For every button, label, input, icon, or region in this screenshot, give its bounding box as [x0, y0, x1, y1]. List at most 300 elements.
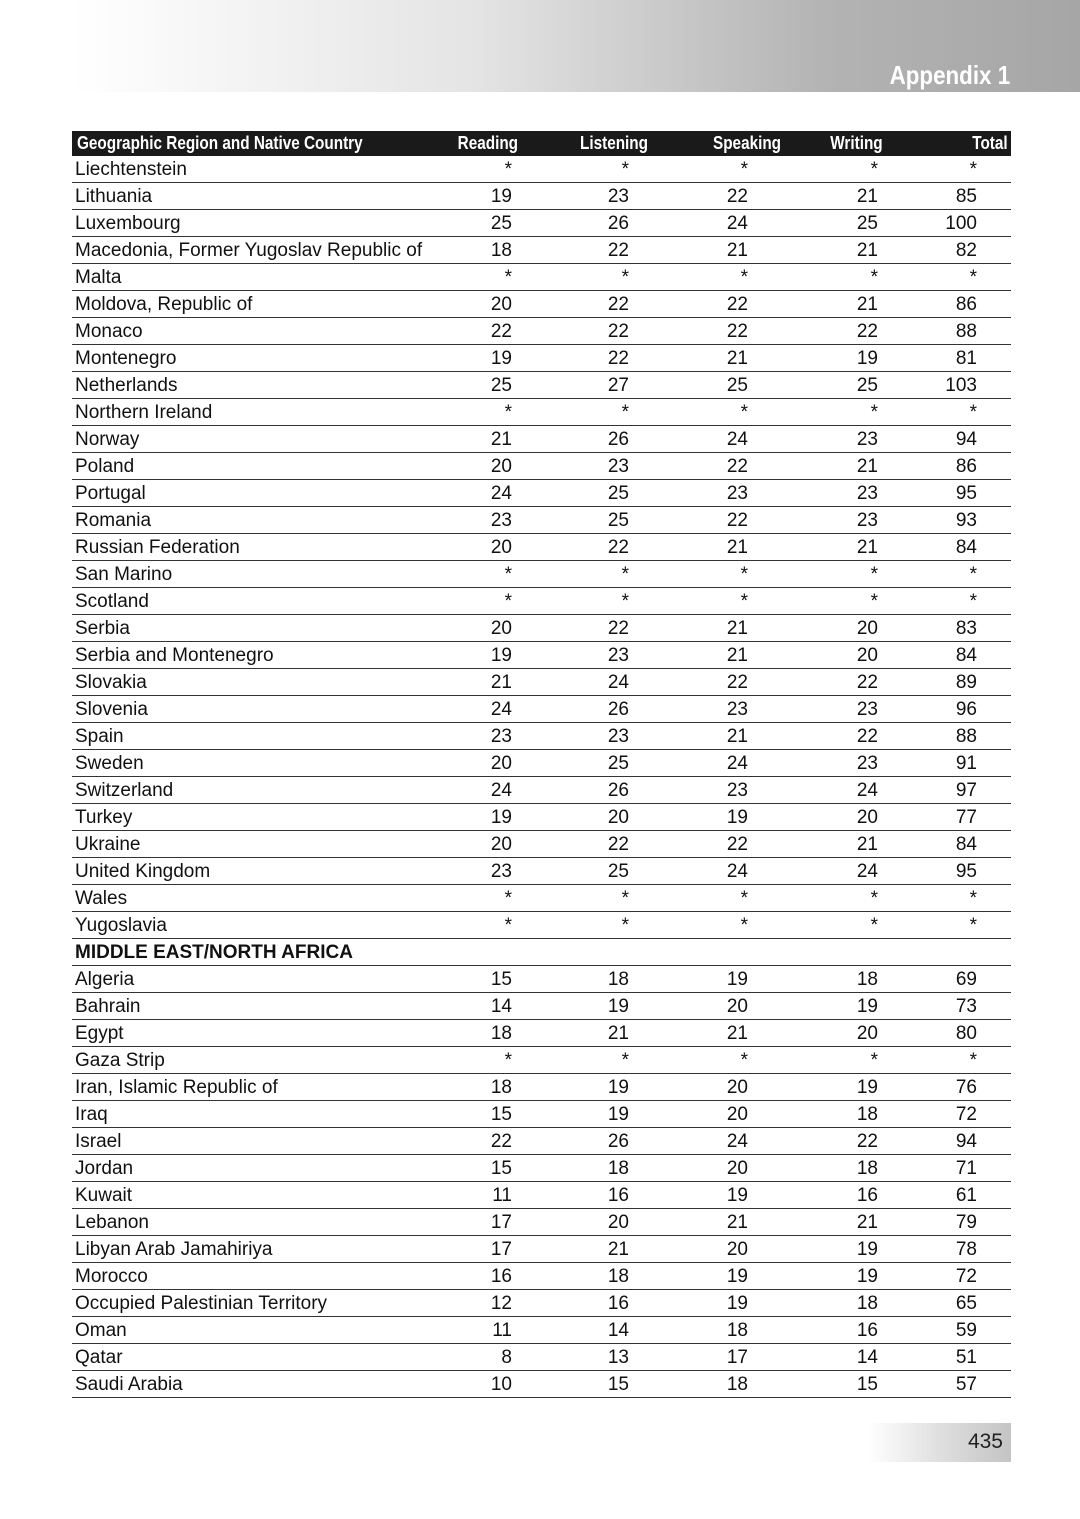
reading-cell: 15	[447, 966, 519, 993]
table-row	[72, 1155, 1011, 1182]
speaking-cell: 22	[675, 453, 794, 480]
page-number: 435	[967, 1430, 1003, 1453]
table-row	[72, 885, 1011, 912]
table-row	[72, 1317, 1011, 1344]
reading-cell: 19	[447, 804, 519, 831]
listening-cell: 16	[519, 1290, 675, 1317]
listening-cell: 25	[519, 480, 675, 507]
total-cell: 78	[921, 1236, 1011, 1263]
table-row	[72, 1074, 1011, 1101]
speaking-cell: 20	[675, 993, 794, 1020]
listening-cell: 23	[519, 453, 675, 480]
speaking-cell: 24	[675, 210, 794, 237]
country-cell: Slovakia	[72, 669, 447, 696]
total-cell: 71	[921, 1155, 1011, 1182]
speaking-cell: 21	[675, 1209, 794, 1236]
country-cell: Bahrain	[72, 993, 447, 1020]
total-cell: 103	[921, 372, 1011, 399]
table-row	[72, 237, 1011, 264]
reading-cell: 22	[447, 1128, 519, 1155]
reading-cell: 12	[447, 1290, 519, 1317]
listening-cell: 18	[519, 966, 675, 993]
table-row	[72, 669, 1011, 696]
scores-table	[72, 131, 1011, 1398]
total-cell: 65	[921, 1290, 1011, 1317]
reading-cell: 15	[447, 1155, 519, 1182]
reading-cell: 25	[447, 372, 519, 399]
table-row	[72, 858, 1011, 885]
country-cell: Jordan	[72, 1155, 447, 1182]
country-cell: Iran, Islamic Republic of	[72, 1074, 447, 1101]
speaking-cell: 24	[675, 426, 794, 453]
country-cell: Northern Ireland	[72, 399, 447, 426]
speaking-cell: 23	[675, 480, 794, 507]
writing-cell: 23	[794, 750, 921, 777]
listening-cell: 18	[519, 1155, 675, 1182]
listening-cell: 25	[519, 750, 675, 777]
table-row	[72, 1209, 1011, 1236]
writing-cell: 19	[794, 1263, 921, 1290]
listening-cell: 18	[519, 1263, 675, 1290]
speaking-cell: *	[675, 156, 794, 183]
writing-cell: 23	[794, 426, 921, 453]
reading-cell: 19	[447, 183, 519, 210]
speaking-cell: 18	[675, 1371, 794, 1398]
reading-cell: 14	[447, 993, 519, 1020]
header-banner	[72, 0, 1080, 92]
total-cell: 82	[921, 237, 1011, 264]
writing-cell: 24	[794, 858, 921, 885]
reading-cell: 23	[447, 723, 519, 750]
country-cell: Libyan Arab Jamahiriya	[72, 1236, 447, 1263]
table-row	[72, 507, 1011, 534]
writing-cell: *	[794, 156, 921, 183]
reading-cell: 20	[447, 615, 519, 642]
reading-cell: 11	[447, 1182, 519, 1209]
reading-cell: *	[447, 561, 519, 588]
region-heading-row	[72, 939, 1011, 966]
total-cell: 69	[921, 966, 1011, 993]
speaking-cell: 24	[675, 750, 794, 777]
country-cell: Morocco	[72, 1263, 447, 1290]
writing-cell: 18	[794, 1290, 921, 1317]
reading-cell: 10	[447, 1371, 519, 1398]
country-cell: Moldova, Republic of	[72, 291, 447, 318]
table-row	[72, 777, 1011, 804]
listening-cell: *	[519, 264, 675, 291]
country-cell: Spain	[72, 723, 447, 750]
reading-cell: 11	[447, 1317, 519, 1344]
country-cell: Switzerland	[72, 777, 447, 804]
listening-cell: 23	[519, 642, 675, 669]
column-header-reading: Reading	[457, 133, 519, 153]
speaking-cell: *	[675, 1047, 794, 1074]
listening-cell: 27	[519, 372, 675, 399]
total-cell: 95	[921, 858, 1011, 885]
reading-cell: 21	[447, 669, 519, 696]
total-cell: 84	[921, 831, 1011, 858]
country-cell: Romania	[72, 507, 447, 534]
speaking-cell: 22	[675, 831, 794, 858]
country-cell: San Marino	[72, 561, 447, 588]
table-row	[72, 399, 1011, 426]
total-cell: 61	[921, 1182, 1011, 1209]
speaking-cell: 20	[675, 1101, 794, 1128]
total-cell: 100	[921, 210, 1011, 237]
table-row	[72, 993, 1011, 1020]
listening-cell: 25	[519, 858, 675, 885]
writing-cell: 21	[794, 183, 921, 210]
reading-cell: 20	[447, 534, 519, 561]
table-row	[72, 1047, 1011, 1074]
reading-cell: *	[447, 399, 519, 426]
writing-cell: 19	[794, 993, 921, 1020]
table-row	[72, 264, 1011, 291]
reading-cell: 17	[447, 1236, 519, 1263]
country-cell: Gaza Strip	[72, 1047, 447, 1074]
speaking-cell: 21	[675, 642, 794, 669]
region-heading: MIDDLE EAST/NORTH AFRICA	[72, 939, 1011, 966]
writing-cell: 20	[794, 615, 921, 642]
table-row	[72, 750, 1011, 777]
country-cell: Slovenia	[72, 696, 447, 723]
writing-cell: 21	[794, 534, 921, 561]
writing-cell: 20	[794, 804, 921, 831]
listening-cell: *	[519, 399, 675, 426]
writing-cell: 25	[794, 372, 921, 399]
total-cell: 88	[921, 723, 1011, 750]
country-cell: Algeria	[72, 966, 447, 993]
total-cell: 77	[921, 804, 1011, 831]
speaking-cell: 23	[675, 696, 794, 723]
country-cell: Turkey	[72, 804, 447, 831]
country-cell: Serbia and Montenegro	[72, 642, 447, 669]
table-row	[72, 1101, 1011, 1128]
country-cell: Netherlands	[72, 372, 447, 399]
writing-cell: 22	[794, 1128, 921, 1155]
country-cell: Occupied Palestinian Territory	[72, 1290, 447, 1317]
speaking-cell: 22	[675, 318, 794, 345]
total-cell: 81	[921, 345, 1011, 372]
writing-cell: 22	[794, 318, 921, 345]
listening-cell: 22	[519, 345, 675, 372]
speaking-cell: 24	[675, 858, 794, 885]
speaking-cell: 22	[675, 183, 794, 210]
reading-cell: 18	[447, 1020, 519, 1047]
listening-cell: *	[519, 561, 675, 588]
writing-cell: 21	[794, 237, 921, 264]
table-row	[72, 696, 1011, 723]
total-cell: 94	[921, 426, 1011, 453]
writing-cell: 20	[794, 642, 921, 669]
table-row	[72, 426, 1011, 453]
listening-cell: 22	[519, 534, 675, 561]
writing-cell: 23	[794, 480, 921, 507]
country-cell: Egypt	[72, 1020, 447, 1047]
table-row	[72, 723, 1011, 750]
listening-cell: 13	[519, 1344, 675, 1371]
speaking-cell: 21	[675, 345, 794, 372]
table-row	[72, 345, 1011, 372]
writing-cell: *	[794, 561, 921, 588]
listening-cell: 26	[519, 696, 675, 723]
total-cell: 86	[921, 453, 1011, 480]
table-row	[72, 804, 1011, 831]
writing-cell: *	[794, 885, 921, 912]
total-cell: 84	[921, 642, 1011, 669]
reading-cell: 19	[447, 642, 519, 669]
country-cell: Poland	[72, 453, 447, 480]
writing-cell: 19	[794, 1236, 921, 1263]
total-cell: 80	[921, 1020, 1011, 1047]
total-cell: 73	[921, 993, 1011, 1020]
total-cell: 83	[921, 615, 1011, 642]
speaking-cell: 20	[675, 1074, 794, 1101]
table-row	[72, 561, 1011, 588]
speaking-cell: 17	[675, 1344, 794, 1371]
country-cell: Portugal	[72, 480, 447, 507]
listening-cell: 22	[519, 291, 675, 318]
listening-cell: 22	[519, 318, 675, 345]
table-body	[72, 156, 1011, 1398]
listening-cell: 16	[519, 1182, 675, 1209]
country-cell: Lithuania	[72, 183, 447, 210]
reading-cell: 22	[447, 318, 519, 345]
writing-cell: *	[794, 1047, 921, 1074]
total-cell: *	[921, 561, 1011, 588]
reading-cell: *	[447, 264, 519, 291]
speaking-cell: 19	[675, 966, 794, 993]
country-cell: Qatar	[72, 1344, 447, 1371]
country-cell: Luxembourg	[72, 210, 447, 237]
speaking-cell: 21	[675, 615, 794, 642]
total-cell: 57	[921, 1371, 1011, 1398]
reading-cell: 23	[447, 858, 519, 885]
total-cell: 72	[921, 1263, 1011, 1290]
total-cell: 84	[921, 534, 1011, 561]
total-cell: *	[921, 588, 1011, 615]
reading-cell: 25	[447, 210, 519, 237]
listening-cell: 26	[519, 777, 675, 804]
table-row	[72, 318, 1011, 345]
speaking-cell: *	[675, 264, 794, 291]
writing-cell: *	[794, 399, 921, 426]
reading-cell: 20	[447, 453, 519, 480]
writing-cell: 18	[794, 1101, 921, 1128]
reading-cell: 8	[447, 1344, 519, 1371]
table-row	[72, 210, 1011, 237]
country-cell: Wales	[72, 885, 447, 912]
table-row	[72, 912, 1011, 939]
writing-cell: 21	[794, 1209, 921, 1236]
speaking-cell: 20	[675, 1236, 794, 1263]
country-cell: Saudi Arabia	[72, 1371, 447, 1398]
speaking-cell: 20	[675, 1155, 794, 1182]
table-row	[72, 291, 1011, 318]
reading-cell: *	[447, 588, 519, 615]
page-number-box	[868, 1423, 1011, 1462]
listening-cell: 20	[519, 1209, 675, 1236]
column-header-total: Total	[972, 133, 1008, 153]
listening-cell: 26	[519, 210, 675, 237]
writing-cell: 21	[794, 831, 921, 858]
listening-cell: 19	[519, 1074, 675, 1101]
total-cell: *	[921, 264, 1011, 291]
total-cell: 79	[921, 1209, 1011, 1236]
speaking-cell: 23	[675, 777, 794, 804]
writing-cell: 18	[794, 1155, 921, 1182]
writing-cell: 25	[794, 210, 921, 237]
listening-cell: *	[519, 912, 675, 939]
speaking-cell: 22	[675, 507, 794, 534]
total-cell: 91	[921, 750, 1011, 777]
reading-cell: 24	[447, 696, 519, 723]
table-row	[72, 1236, 1011, 1263]
country-cell: Macedonia, Former Yugoslav Republic of	[72, 237, 447, 264]
table-row	[72, 183, 1011, 210]
reading-cell: 18	[447, 237, 519, 264]
speaking-cell: 18	[675, 1317, 794, 1344]
reading-cell: 18	[447, 1074, 519, 1101]
country-cell: Serbia	[72, 615, 447, 642]
column-header-country: Geographic Region and Native Country	[77, 133, 363, 153]
total-cell: 97	[921, 777, 1011, 804]
table-row	[72, 1371, 1011, 1398]
speaking-cell: *	[675, 561, 794, 588]
total-cell: 85	[921, 183, 1011, 210]
writing-cell: 16	[794, 1182, 921, 1209]
total-cell: 96	[921, 696, 1011, 723]
total-cell: 95	[921, 480, 1011, 507]
country-cell: Oman	[72, 1317, 447, 1344]
writing-cell: 21	[794, 453, 921, 480]
listening-cell: 23	[519, 723, 675, 750]
total-cell: *	[921, 156, 1011, 183]
table-row	[72, 1128, 1011, 1155]
table-row	[72, 966, 1011, 993]
country-cell: Yugoslavia	[72, 912, 447, 939]
writing-cell: 16	[794, 1317, 921, 1344]
country-cell: Iraq	[72, 1101, 447, 1128]
writing-cell: *	[794, 264, 921, 291]
table-row	[72, 453, 1011, 480]
reading-cell: 21	[447, 426, 519, 453]
table-row	[72, 372, 1011, 399]
country-cell: Liechtenstein	[72, 156, 447, 183]
country-cell: Malta	[72, 264, 447, 291]
total-cell: 59	[921, 1317, 1011, 1344]
speaking-cell: 21	[675, 237, 794, 264]
total-cell: 76	[921, 1074, 1011, 1101]
listening-cell: 25	[519, 507, 675, 534]
speaking-cell: 19	[675, 1263, 794, 1290]
writing-cell: 24	[794, 777, 921, 804]
reading-cell: *	[447, 1047, 519, 1074]
writing-cell: 21	[794, 291, 921, 318]
column-header-listening: Listening	[580, 133, 648, 153]
reading-cell: 20	[447, 291, 519, 318]
writing-cell: 14	[794, 1344, 921, 1371]
speaking-cell: *	[675, 588, 794, 615]
reading-cell: 24	[447, 777, 519, 804]
table-row	[72, 534, 1011, 561]
column-header-writing: Writing	[830, 133, 883, 153]
writing-cell: 20	[794, 1020, 921, 1047]
speaking-cell: 19	[675, 1182, 794, 1209]
speaking-cell: 19	[675, 804, 794, 831]
table-row	[72, 1344, 1011, 1371]
table-row	[72, 615, 1011, 642]
reading-cell: 20	[447, 750, 519, 777]
reading-cell: 16	[447, 1263, 519, 1290]
total-cell: 86	[921, 291, 1011, 318]
writing-cell: 23	[794, 696, 921, 723]
country-cell: Lebanon	[72, 1209, 447, 1236]
speaking-cell: 21	[675, 723, 794, 750]
table-row	[72, 156, 1011, 183]
reading-cell: 19	[447, 345, 519, 372]
reading-cell: 20	[447, 831, 519, 858]
total-cell: 93	[921, 507, 1011, 534]
speaking-cell: 24	[675, 1128, 794, 1155]
country-cell: Israel	[72, 1128, 447, 1155]
country-cell: Monaco	[72, 318, 447, 345]
listening-cell: 26	[519, 426, 675, 453]
speaking-cell: *	[675, 399, 794, 426]
writing-cell: 19	[794, 345, 921, 372]
country-cell: Montenegro	[72, 345, 447, 372]
country-cell: Russian Federation	[72, 534, 447, 561]
speaking-cell: 21	[675, 534, 794, 561]
table-row	[72, 480, 1011, 507]
reading-cell: 23	[447, 507, 519, 534]
listening-cell: *	[519, 156, 675, 183]
total-cell: *	[921, 1047, 1011, 1074]
total-cell: 88	[921, 318, 1011, 345]
listening-cell: 19	[519, 993, 675, 1020]
total-cell: 51	[921, 1344, 1011, 1371]
listening-cell: 19	[519, 1101, 675, 1128]
writing-cell: 19	[794, 1074, 921, 1101]
country-cell: Kuwait	[72, 1182, 447, 1209]
reading-cell: *	[447, 885, 519, 912]
country-cell: Scotland	[72, 588, 447, 615]
listening-cell: 22	[519, 237, 675, 264]
total-cell: *	[921, 885, 1011, 912]
writing-cell: 23	[794, 507, 921, 534]
listening-cell: 20	[519, 804, 675, 831]
country-cell: Sweden	[72, 750, 447, 777]
table-row	[72, 642, 1011, 669]
table-row	[72, 1020, 1011, 1047]
reading-cell: *	[447, 912, 519, 939]
writing-cell: 22	[794, 723, 921, 750]
table-row	[72, 1182, 1011, 1209]
speaking-cell: 22	[675, 669, 794, 696]
listening-cell: 23	[519, 183, 675, 210]
listening-cell: *	[519, 588, 675, 615]
reading-cell: *	[447, 156, 519, 183]
country-cell: Norway	[72, 426, 447, 453]
table-row	[72, 831, 1011, 858]
appendix-title: Appendix 1	[889, 60, 1010, 90]
listening-cell: *	[519, 885, 675, 912]
table-row	[72, 1290, 1011, 1317]
total-cell: *	[921, 399, 1011, 426]
listening-cell: 15	[519, 1371, 675, 1398]
reading-cell: 15	[447, 1101, 519, 1128]
country-cell: Ukraine	[72, 831, 447, 858]
